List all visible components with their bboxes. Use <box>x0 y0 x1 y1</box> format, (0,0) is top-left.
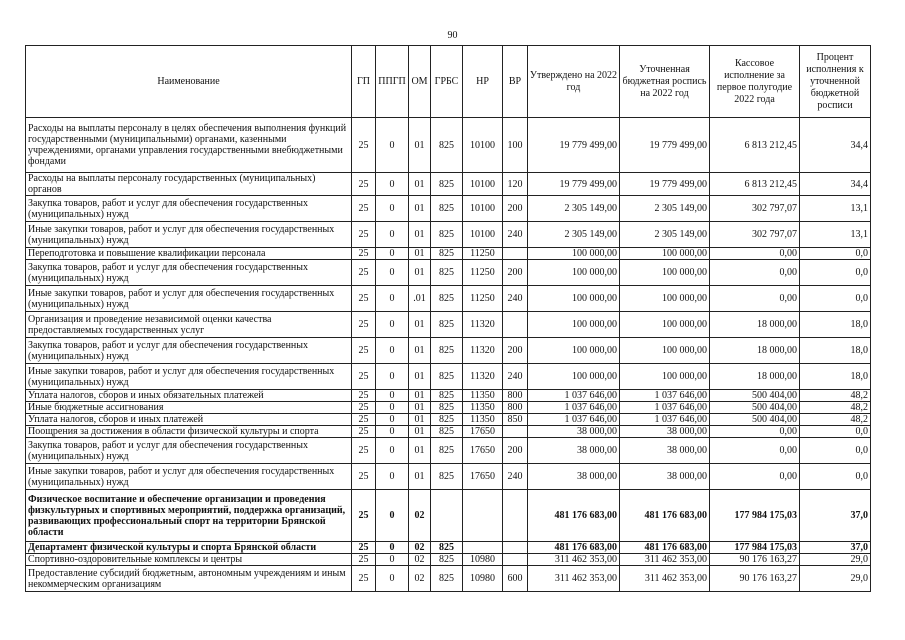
cell-vr: 600 <box>503 566 528 592</box>
cell-executed: 500 404,00 <box>710 414 800 426</box>
cell-grbs: 825 <box>431 464 463 490</box>
header-row <box>26 46 871 118</box>
cell-ppgp: 0 <box>376 426 409 438</box>
cell-ppgp: 0 <box>376 248 409 260</box>
header-approved: Утверждено на 2022 год <box>528 46 620 118</box>
table-row <box>26 566 871 592</box>
cell-gp: 25 <box>352 260 376 286</box>
cell-nr: 11250 <box>463 260 503 286</box>
cell-grbs: 825 <box>431 566 463 592</box>
cell-approved: 1 037 646,00 <box>528 414 620 426</box>
cell-om: 02 <box>409 554 431 566</box>
cell-om: 01 <box>409 464 431 490</box>
cell-om: 02 <box>409 490 431 542</box>
cell-ppgp: 0 <box>376 554 409 566</box>
cell-om: 01 <box>409 248 431 260</box>
cell-gp: 25 <box>352 542 376 554</box>
cell-name: Закупка товаров, работ и услуг для обеспечения государственных (муниципальных) нужд <box>26 260 352 286</box>
cell-refined: 19 779 499,00 <box>620 173 710 196</box>
header-executed: Кассовое исполнение за первое полугодие 2022 года <box>710 46 800 118</box>
cell-grbs: 825 <box>431 338 463 364</box>
cell-percent: 34,4 <box>800 173 871 196</box>
cell-percent: 48,2 <box>800 390 871 402</box>
table-row <box>26 260 871 286</box>
cell-grbs: 825 <box>431 438 463 464</box>
cell-name: Иные закупки товаров, работ и услуг для обеспечения государственных (муниципальных) нужд <box>26 464 352 490</box>
cell-name: Иные закупки товаров, работ и услуг для обеспечения государственных (муниципальных) нужд <box>26 286 352 312</box>
cell-refined: 481 176 683,00 <box>620 542 710 554</box>
cell-refined: 100 000,00 <box>620 312 710 338</box>
cell-name: Закупка товаров, работ и услуг для обеспечения государственных (муниципальных) нужд <box>26 196 352 222</box>
budget-table <box>25 45 871 592</box>
cell-gp: 25 <box>352 438 376 464</box>
cell-name: Расходы на выплаты персоналу государственных (муниципальных) органов <box>26 173 352 196</box>
cell-vr <box>503 312 528 338</box>
table-row <box>26 414 871 426</box>
cell-grbs: 825 <box>431 414 463 426</box>
cell-om: 01 <box>409 173 431 196</box>
cell-vr: 200 <box>503 338 528 364</box>
cell-grbs: 825 <box>431 173 463 196</box>
table-row <box>26 490 871 542</box>
cell-gp: 25 <box>352 248 376 260</box>
cell-ppgp: 0 <box>376 464 409 490</box>
cell-approved: 1 037 646,00 <box>528 390 620 402</box>
cell-om: 01 <box>409 196 431 222</box>
cell-om: .01 <box>409 286 431 312</box>
cell-refined: 100 000,00 <box>620 248 710 260</box>
cell-vr <box>503 542 528 554</box>
cell-om: 01 <box>409 390 431 402</box>
cell-vr: 240 <box>503 286 528 312</box>
cell-ppgp: 0 <box>376 118 409 173</box>
cell-grbs: 825 <box>431 542 463 554</box>
cell-nr: 11320 <box>463 364 503 390</box>
cell-gp: 25 <box>352 490 376 542</box>
cell-percent: 0,0 <box>800 286 871 312</box>
cell-approved: 100 000,00 <box>528 312 620 338</box>
cell-ppgp: 0 <box>376 542 409 554</box>
cell-om: 01 <box>409 338 431 364</box>
cell-executed: 6 813 212,45 <box>710 118 800 173</box>
cell-name: Закупка товаров, работ и услуг для обеспечения государственных (муниципальных) нужд <box>26 338 352 364</box>
cell-vr: 120 <box>503 173 528 196</box>
cell-executed: 0,00 <box>710 426 800 438</box>
cell-refined: 38 000,00 <box>620 464 710 490</box>
cell-om: 01 <box>409 402 431 414</box>
header-vr: ВР <box>503 46 528 118</box>
cell-refined: 1 037 646,00 <box>620 414 710 426</box>
cell-grbs: 825 <box>431 312 463 338</box>
cell-om: 01 <box>409 438 431 464</box>
page-number: 90 <box>447 30 458 41</box>
table-row <box>26 286 871 312</box>
cell-ppgp: 0 <box>376 490 409 542</box>
header-name: Наименование <box>26 46 352 118</box>
cell-approved: 100 000,00 <box>528 286 620 312</box>
cell-gp: 25 <box>352 222 376 248</box>
cell-executed: 6 813 212,45 <box>710 173 800 196</box>
table-row <box>26 390 871 402</box>
cell-approved: 38 000,00 <box>528 426 620 438</box>
cell-nr: 17650 <box>463 464 503 490</box>
table-row <box>26 222 871 248</box>
cell-gp: 25 <box>352 464 376 490</box>
cell-percent: 18,0 <box>800 364 871 390</box>
cell-refined: 100 000,00 <box>620 338 710 364</box>
table-row <box>26 248 871 260</box>
cell-om: 01 <box>409 426 431 438</box>
cell-gp: 25 <box>352 414 376 426</box>
cell-name: Переподготовка и повышение квалификации персонала <box>26 248 352 260</box>
cell-percent: 13,1 <box>800 196 871 222</box>
cell-percent: 34,4 <box>800 118 871 173</box>
cell-percent: 48,2 <box>800 402 871 414</box>
cell-grbs: 825 <box>431 260 463 286</box>
cell-approved: 481 176 683,00 <box>528 542 620 554</box>
cell-executed: 18 000,00 <box>710 312 800 338</box>
cell-gp: 25 <box>352 173 376 196</box>
cell-refined: 38 000,00 <box>620 438 710 464</box>
cell-name: Департамент физической культуры и спорта Брянской области <box>26 542 352 554</box>
cell-ppgp: 0 <box>376 390 409 402</box>
cell-vr: 200 <box>503 260 528 286</box>
cell-refined: 19 779 499,00 <box>620 118 710 173</box>
cell-gp: 25 <box>352 364 376 390</box>
cell-name: Уплата налогов, сборов и иных платежей <box>26 414 352 426</box>
cell-vr <box>503 554 528 566</box>
cell-vr: 100 <box>503 118 528 173</box>
header-grbs: ГРБС <box>431 46 463 118</box>
cell-approved: 2 305 149,00 <box>528 222 620 248</box>
cell-approved: 100 000,00 <box>528 248 620 260</box>
cell-approved: 19 779 499,00 <box>528 173 620 196</box>
cell-nr: 11350 <box>463 402 503 414</box>
cell-executed: 18 000,00 <box>710 364 800 390</box>
cell-gp: 25 <box>352 390 376 402</box>
cell-ppgp: 0 <box>376 260 409 286</box>
cell-gp: 25 <box>352 196 376 222</box>
cell-om: 01 <box>409 118 431 173</box>
cell-executed: 177 984 175,03 <box>710 490 800 542</box>
cell-percent: 29,0 <box>800 554 871 566</box>
cell-ppgp: 0 <box>376 438 409 464</box>
cell-name: Уплата налогов, сборов и иных обязательных платежей <box>26 390 352 402</box>
cell-vr: 240 <box>503 464 528 490</box>
table-row <box>26 312 871 338</box>
cell-percent: 0,0 <box>800 464 871 490</box>
cell-nr: 10100 <box>463 196 503 222</box>
cell-executed: 0,00 <box>710 260 800 286</box>
cell-vr: 240 <box>503 222 528 248</box>
cell-ppgp: 0 <box>376 312 409 338</box>
cell-percent: 0,0 <box>800 260 871 286</box>
cell-percent: 0,0 <box>800 438 871 464</box>
cell-grbs: 825 <box>431 390 463 402</box>
cell-percent: 18,0 <box>800 338 871 364</box>
cell-ppgp: 0 <box>376 173 409 196</box>
cell-executed: 177 984 175,03 <box>710 542 800 554</box>
cell-refined: 2 305 149,00 <box>620 222 710 248</box>
cell-refined: 481 176 683,00 <box>620 490 710 542</box>
cell-om: 02 <box>409 566 431 592</box>
cell-executed: 302 797,07 <box>710 196 800 222</box>
cell-approved: 100 000,00 <box>528 364 620 390</box>
cell-nr: 17650 <box>463 426 503 438</box>
cell-executed: 0,00 <box>710 464 800 490</box>
cell-nr: 10100 <box>463 118 503 173</box>
cell-grbs: 825 <box>431 554 463 566</box>
table-row <box>26 438 871 464</box>
cell-name: Спортивно-оздоровительные комплексы и центры <box>26 554 352 566</box>
cell-ppgp: 0 <box>376 286 409 312</box>
cell-name: Предоставление субсидий бюджетным, автономным учреждениям и иным некоммерческим организациям <box>26 566 352 592</box>
cell-executed: 500 404,00 <box>710 402 800 414</box>
cell-approved: 2 305 149,00 <box>528 196 620 222</box>
cell-ppgp: 0 <box>376 566 409 592</box>
cell-percent: 29,0 <box>800 566 871 592</box>
cell-nr: 10980 <box>463 554 503 566</box>
cell-percent: 48,2 <box>800 414 871 426</box>
header-om: ОМ <box>409 46 431 118</box>
cell-refined: 311 462 353,00 <box>620 554 710 566</box>
cell-grbs <box>431 490 463 542</box>
header-refined: Уточненная бюджетная роспись на 2022 год <box>620 46 710 118</box>
cell-percent: 37,0 <box>800 490 871 542</box>
cell-refined: 311 462 353,00 <box>620 566 710 592</box>
cell-nr: 11320 <box>463 312 503 338</box>
cell-nr: 11320 <box>463 338 503 364</box>
cell-grbs: 825 <box>431 222 463 248</box>
cell-nr: 11250 <box>463 286 503 312</box>
cell-grbs: 825 <box>431 286 463 312</box>
cell-executed: 302 797,07 <box>710 222 800 248</box>
cell-gp: 25 <box>352 338 376 364</box>
cell-executed: 0,00 <box>710 438 800 464</box>
cell-vr: 200 <box>503 438 528 464</box>
cell-om: 01 <box>409 364 431 390</box>
cell-ppgp: 0 <box>376 414 409 426</box>
cell-vr <box>503 248 528 260</box>
cell-vr: 240 <box>503 364 528 390</box>
header-gp: ГП <box>352 46 376 118</box>
cell-vr: 200 <box>503 196 528 222</box>
cell-vr <box>503 426 528 438</box>
cell-name: Иные закупки товаров, работ и услуг для обеспечения государственных (муниципальных) нужд <box>26 364 352 390</box>
table-row <box>26 364 871 390</box>
cell-approved: 1 037 646,00 <box>528 402 620 414</box>
cell-executed: 500 404,00 <box>710 390 800 402</box>
table-row <box>26 426 871 438</box>
cell-executed: 0,00 <box>710 286 800 312</box>
cell-refined: 1 037 646,00 <box>620 402 710 414</box>
cell-percent: 18,0 <box>800 312 871 338</box>
cell-ppgp: 0 <box>376 364 409 390</box>
cell-approved: 311 462 353,00 <box>528 566 620 592</box>
cell-name: Иные закупки товаров, работ и услуг для обеспечения государственных (муниципальных) нужд <box>26 222 352 248</box>
cell-vr: 800 <box>503 390 528 402</box>
cell-vr: 800 <box>503 402 528 414</box>
cell-om: 01 <box>409 312 431 338</box>
cell-nr: 10100 <box>463 173 503 196</box>
cell-om: 01 <box>409 260 431 286</box>
cell-approved: 19 779 499,00 <box>528 118 620 173</box>
cell-grbs: 825 <box>431 426 463 438</box>
cell-nr: 11250 <box>463 248 503 260</box>
cell-approved: 100 000,00 <box>528 260 620 286</box>
cell-gp: 25 <box>352 554 376 566</box>
cell-percent: 13,1 <box>800 222 871 248</box>
cell-refined: 100 000,00 <box>620 260 710 286</box>
cell-nr: 10100 <box>463 222 503 248</box>
cell-refined: 2 305 149,00 <box>620 196 710 222</box>
cell-name: Закупка товаров, работ и услуг для обеспечения государственных (муниципальных) нужд <box>26 438 352 464</box>
table-row <box>26 542 871 554</box>
cell-grbs: 825 <box>431 118 463 173</box>
cell-grbs: 825 <box>431 248 463 260</box>
cell-om: 01 <box>409 414 431 426</box>
cell-refined: 38 000,00 <box>620 426 710 438</box>
cell-gp: 25 <box>352 312 376 338</box>
cell-gp: 25 <box>352 118 376 173</box>
cell-approved: 481 176 683,00 <box>528 490 620 542</box>
cell-grbs: 825 <box>431 196 463 222</box>
cell-executed: 0,00 <box>710 248 800 260</box>
cell-gp: 25 <box>352 566 376 592</box>
table-row <box>26 338 871 364</box>
cell-percent: 0,0 <box>800 426 871 438</box>
cell-approved: 38 000,00 <box>528 464 620 490</box>
cell-approved: 100 000,00 <box>528 338 620 364</box>
cell-om: 01 <box>409 222 431 248</box>
table-row <box>26 464 871 490</box>
cell-refined: 100 000,00 <box>620 364 710 390</box>
header-nr: НР <box>463 46 503 118</box>
cell-nr: 17650 <box>463 438 503 464</box>
cell-refined: 1 037 646,00 <box>620 390 710 402</box>
table-row <box>26 196 871 222</box>
cell-approved: 311 462 353,00 <box>528 554 620 566</box>
cell-nr <box>463 542 503 554</box>
cell-ppgp: 0 <box>376 402 409 414</box>
cell-refined: 100 000,00 <box>620 286 710 312</box>
table-row <box>26 554 871 566</box>
cell-name: Иные бюджетные ассигнования <box>26 402 352 414</box>
cell-vr <box>503 490 528 542</box>
header-ppgp: ППГП <box>376 46 409 118</box>
cell-ppgp: 0 <box>376 196 409 222</box>
table-row <box>26 173 871 196</box>
cell-gp: 25 <box>352 426 376 438</box>
cell-grbs: 825 <box>431 402 463 414</box>
cell-gp: 25 <box>352 286 376 312</box>
cell-ppgp: 0 <box>376 338 409 364</box>
cell-om: 02 <box>409 542 431 554</box>
cell-executed: 90 176 163,27 <box>710 554 800 566</box>
cell-name: Физическое воспитание и обеспечение организации и проведения физкультурных и спортивных мероприятий, поддержка организаций, развивающих профессиональный спорт на территории Брянской области <box>26 490 352 542</box>
cell-nr <box>463 490 503 542</box>
cell-gp: 25 <box>352 402 376 414</box>
cell-ppgp: 0 <box>376 222 409 248</box>
cell-nr: 11350 <box>463 390 503 402</box>
cell-name: Поощрения за достижения в области физической культуры и спорта <box>26 426 352 438</box>
cell-approved: 38 000,00 <box>528 438 620 464</box>
cell-nr: 10980 <box>463 566 503 592</box>
table-row <box>26 118 871 173</box>
cell-name: Организация и проведение независимой оценки качества предоставляемых государственных услуг <box>26 312 352 338</box>
header-percent: Процент исполнения к уточненной бюджетной росписи <box>800 46 871 118</box>
cell-executed: 90 176 163,27 <box>710 566 800 592</box>
cell-nr: 11350 <box>463 414 503 426</box>
cell-percent: 37,0 <box>800 542 871 554</box>
cell-grbs: 825 <box>431 364 463 390</box>
cell-name: Расходы на выплаты персоналу в целях обеспечения выполнения функций государственными (муниципальными) органами, казенными учреждениями, органами управления государственными внебюджетными фондами <box>26 118 352 173</box>
cell-executed: 18 000,00 <box>710 338 800 364</box>
cell-percent: 0,0 <box>800 248 871 260</box>
cell-vr: 850 <box>503 414 528 426</box>
table-row <box>26 402 871 414</box>
